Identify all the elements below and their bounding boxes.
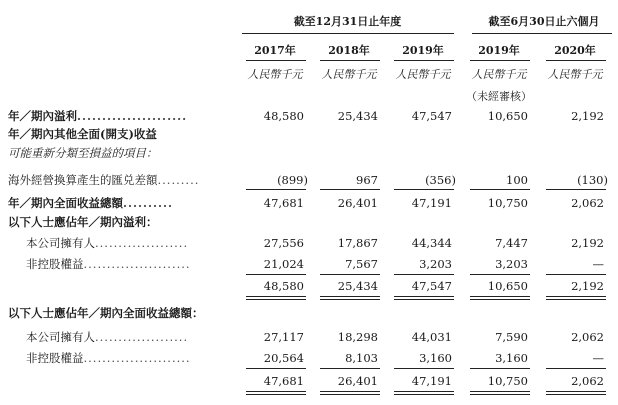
total-rule-c: [546, 391, 606, 392]
total-rule-c: [320, 391, 380, 392]
cell: 2,062: [571, 330, 604, 344]
cell: 18,298: [337, 330, 378, 344]
subtotal-rule-3: [246, 368, 306, 369]
cell: 7,567: [345, 257, 378, 271]
cell: 2,192: [571, 279, 604, 293]
total-rule-b: [320, 299, 380, 300]
col-unit-4: 人民幣千元: [471, 68, 527, 81]
cell: 25,434: [337, 279, 378, 293]
row-label-comprehensive-attributable: 以下人士應佔年／期內全面收益總額：: [8, 306, 204, 320]
cell: 2,062: [571, 196, 604, 210]
subtotal-rule-2: [546, 274, 606, 275]
cell: 47,191: [411, 196, 452, 210]
row-label-fx-difference: 海外經營換算產生的匯兑差額.........: [8, 173, 200, 187]
col-year-2: 2018年: [328, 44, 370, 57]
cell: 10,650: [487, 279, 528, 293]
row-label-nci-2: 非控股權益.......................: [26, 351, 191, 365]
subtotal-rule-1: [470, 189, 530, 190]
subtotal-rule-3: [470, 368, 530, 369]
total-rule-a: [546, 296, 606, 297]
year-rule-4: [470, 60, 530, 61]
group-rule-left: [242, 33, 454, 34]
total-rule-d: [470, 394, 530, 395]
year-rule-5: [546, 60, 606, 61]
cell: —: [592, 257, 604, 271]
cell: 2,062: [571, 374, 604, 388]
year-rule-3: [394, 60, 454, 61]
cell: 26,401: [337, 196, 378, 210]
row-label-owners-2: 本公司擁有人....................: [26, 330, 189, 344]
year-rule-2: [320, 60, 380, 61]
subtotal-rule-1: [546, 189, 606, 190]
row-label-profit-attributable: 以下人士應佔年／期內溢利：: [8, 215, 158, 229]
cell: 48,580: [263, 279, 304, 293]
col-year-3: 2019年: [402, 44, 444, 57]
total-rule-d: [320, 394, 380, 395]
total-rule-b: [470, 299, 530, 300]
cell: (130): [577, 173, 608, 187]
subtotal-rule-3: [546, 368, 606, 369]
cell: 47,547: [411, 279, 452, 293]
total-rule-b: [546, 299, 606, 300]
cell: 3,160: [495, 351, 528, 365]
cell: 47,681: [263, 374, 304, 388]
subtotal-rule-1: [320, 189, 380, 190]
year-rule-1: [246, 60, 306, 61]
subtotal-rule-3: [320, 368, 380, 369]
cell: 2,192: [571, 109, 604, 123]
total-rule-b: [246, 299, 306, 300]
row-label-total-comprehensive: 年／期內全面收益總額..........: [8, 196, 174, 210]
col-year-1: 2017年: [254, 44, 296, 57]
cell: 25,434: [337, 109, 378, 123]
cell: 44,344: [411, 236, 452, 250]
cell: (356): [425, 173, 456, 187]
subtotal-rule-2: [394, 274, 454, 275]
total-rule-c: [394, 391, 454, 392]
subtotal-rule-2: [246, 274, 306, 275]
cell: 47,681: [263, 196, 304, 210]
subtotal-rule-1: [394, 189, 454, 190]
cell: 2,192: [571, 236, 604, 250]
col-unit-3: 人民幣千元: [395, 68, 451, 81]
subtotal-rule-1: [246, 189, 306, 190]
col-year-4: 2019年: [478, 44, 520, 57]
row-label-reclassify-items: 可能重新分類至損益的項目：: [8, 146, 158, 160]
cell: 21,024: [263, 257, 304, 271]
total-rule-a: [320, 296, 380, 297]
subtotal-rule-2: [470, 274, 530, 275]
cell: 44,031: [411, 330, 452, 344]
col-year-5: 2020年: [554, 44, 596, 57]
cell: 27,117: [263, 330, 304, 344]
cell: 3,160: [419, 351, 452, 365]
total-rule-b: [394, 299, 454, 300]
cell: (899): [277, 173, 308, 187]
total-rule-d: [394, 394, 454, 395]
subtotal-rule-3: [394, 368, 454, 369]
group-rule-right: [472, 33, 612, 34]
total-rule-d: [246, 394, 306, 395]
total-rule-d: [546, 394, 606, 395]
cell: 17,867: [337, 236, 378, 250]
cell: —: [592, 351, 604, 365]
col-unit-1: 人民幣千元: [247, 68, 303, 81]
col-unit-5: 人民幣千元: [547, 68, 603, 81]
cell: 27,556: [263, 236, 304, 250]
row-label-other-comprehensive: 年／期內其他全面(開支)收益: [8, 127, 157, 141]
row-label-profit: 年／期內溢利......................: [8, 109, 188, 123]
cell: 48,580: [263, 109, 304, 123]
total-rule-a: [246, 296, 306, 297]
cell: 10,750: [487, 374, 528, 388]
cell: 47,191: [411, 374, 452, 388]
total-rule-a: [470, 296, 530, 297]
total-rule-c: [246, 391, 306, 392]
cell: 10,750: [487, 196, 528, 210]
cell: 967: [356, 173, 378, 187]
cell: 3,203: [495, 257, 528, 271]
total-rule-c: [470, 391, 530, 392]
group-header-six-months: 截至6月30日止六個月: [488, 15, 600, 28]
cell: 7,590: [495, 330, 528, 344]
cell: 26,401: [337, 374, 378, 388]
cell: 47,547: [411, 109, 452, 123]
cell: 100: [506, 173, 528, 187]
cell: 7,447: [495, 236, 528, 250]
unaudited-note: （未經審核）: [466, 90, 532, 103]
cell: 10,650: [487, 109, 528, 123]
row-label-owners-1: 本公司擁有人....................: [26, 236, 189, 250]
cell: 8,103: [345, 351, 378, 365]
subtotal-rule-2: [320, 274, 380, 275]
row-label-nci-1: 非控股權益.......................: [26, 257, 191, 271]
group-header-year-end: 截至12月31日止年度: [293, 15, 402, 28]
total-rule-a: [394, 296, 454, 297]
cell: 3,203: [419, 257, 452, 271]
cell: 20,564: [263, 351, 304, 365]
col-unit-2: 人民幣千元: [321, 68, 377, 81]
